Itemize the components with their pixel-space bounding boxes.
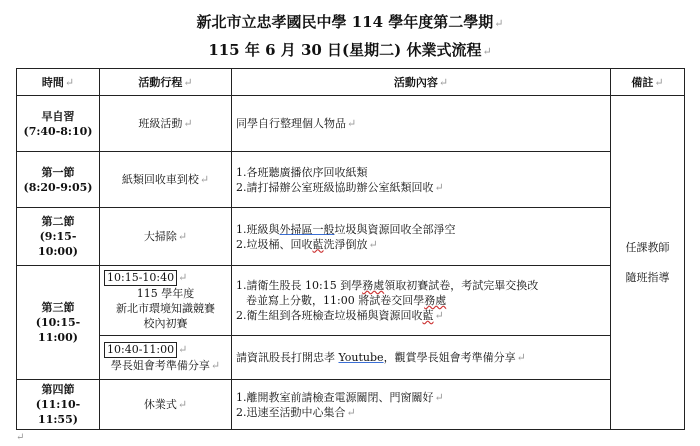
content-cell: 1.離開教室前請檢查電源關閉、門窗關好↵ 2.迅速至活動中心集合↵ — [232, 380, 611, 430]
time-cell: 早自習 (7:40-8:10) — [17, 96, 100, 152]
header-activity: 活動行程↵ — [100, 69, 232, 96]
header-time: 時間↵ — [17, 69, 100, 96]
time-cell: 第一節 (8:20-9:05) — [17, 152, 100, 208]
header-note: 備註↵ — [611, 69, 685, 96]
document-title-line1: 新北市立忠孝國民中學 114 學年度第二學期↵ — [196, 13, 504, 31]
activity-cell: 班級活動↵ — [100, 96, 232, 152]
activity-cell: 紙類回收車到校↵ — [100, 152, 232, 208]
table-header-row — [17, 69, 685, 96]
content-cell: 請資訊股長打開忠孝 Youtube，觀賞學長姐會考準備分享↵ — [232, 336, 611, 380]
time-cell: 第二節 (9:15-10:00) — [17, 208, 100, 266]
content-cell: 1.各班聽廣播依序回收紙類 2.請打掃辦公室班級協助辦公室紙類回收↵ — [232, 152, 611, 208]
time-slot-box: 10:15-10:40 — [104, 270, 177, 286]
table-row — [17, 96, 685, 152]
document-title-line2: 115 年 6 月 30 日(星期二) 休業式流程↵ — [208, 41, 492, 59]
table-row — [17, 152, 685, 208]
activity-cell: 大掃除↵ — [100, 208, 232, 266]
note-cell: 任課教師 隨班指導 — [611, 96, 685, 430]
content-cell: 1.班級與外掃區一般垃圾與資源回收全部淨空 2.垃圾桶、回收藍洗淨倒放↵ — [232, 208, 611, 266]
paragraph-mark: ↵ — [16, 432, 25, 443]
header-content: 活動內容↵ — [232, 69, 611, 96]
content-cell: 1.請衛生股長 10:15 到學務處領取初賽試卷，考試完畢交換改 卷並寫上分數，11:00 將試卷交回學務處 2.衛生組到各班檢查垃圾桶與資源回收藍↵ — [232, 266, 611, 336]
table-row — [17, 266, 685, 336]
activity-cell: 休業式↵ — [100, 380, 232, 430]
activity-cell: 10:40-11:00 ↵ 學長姐會考準備分享↵ — [100, 336, 232, 380]
time-cell: 第四節 (11:10-11:55) — [17, 380, 100, 430]
content-cell: 同學自行整理個人物品↵ — [232, 96, 611, 152]
time-cell: 第三節 (10:15-11:00) — [17, 266, 100, 380]
time-slot-box: 10:40-11:00 — [104, 342, 177, 358]
table-row — [17, 336, 685, 380]
schedule-table — [16, 68, 685, 430]
activity-cell: 10:15-10:40 ↵ 115 學年度 新北市環境知識競賽 校內初賽 — [100, 266, 232, 336]
table-row — [17, 208, 685, 266]
table-row — [17, 380, 685, 430]
